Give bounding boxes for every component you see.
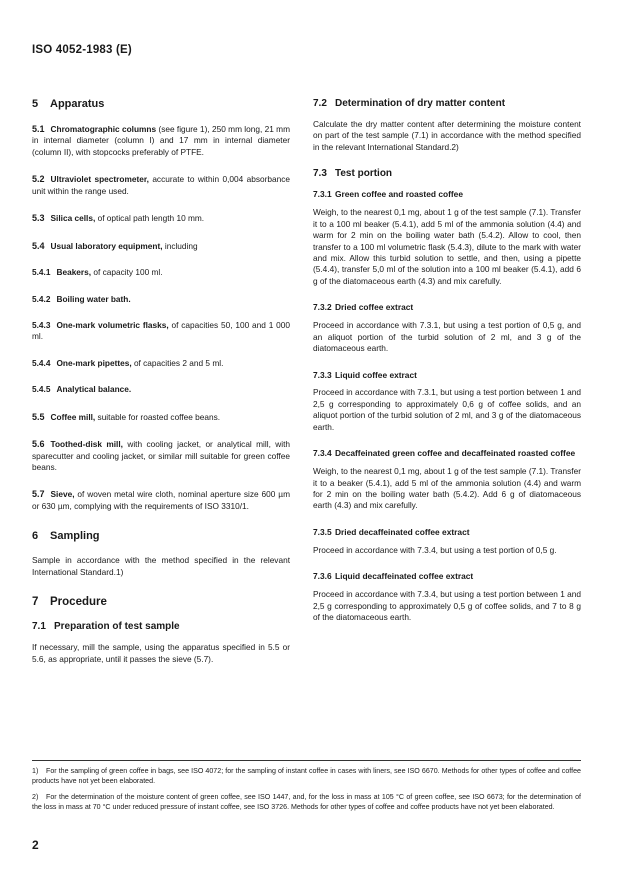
apparatus-item — [32, 384, 290, 395]
item-title: Usual laboratory equipment, — [50, 240, 163, 251]
left-column — [32, 98, 290, 680]
page-header: ISO 4052-1983 (E) — [32, 44, 132, 56]
clause-heading — [313, 571, 581, 582]
item-text: of capacities 2 and 5 ml. — [133, 357, 224, 368]
footnote-text: For the determination of the moisture content of green coffee, see ISO 1447, and, for the loss in mass at 105 °C of green coffee, see ISO 6673; for the determination of the loss in mass at 70 °C under reduced pressure of instant coffee, see ISO 3726. Methods for other types of coffee and coffee products have not yet been elaborated. — [32, 793, 581, 812]
clause-text: Proceed in accordance with 7.3.1, but using a test portion of 0,5 g, and an aliquot portion of the turbid solution of 2 ml, and 3 g of the diatomaceous earth. — [313, 320, 581, 354]
clause-number: 7.3.3 — [313, 369, 332, 380]
subsection-title: Test portion — [335, 168, 393, 180]
clause-text: Weigh, to the nearest 0,1 mg, about 1 g of the test sample (7.1). Transfer it to a beaker (5.4.1), add 5 ml of the ammonia solution (4.4) and warm for 2 min on the boiling water bath (5.4.2). Add 6 g of diatomaceous earth (4.3) and mix carefully. — [313, 466, 581, 511]
clause-title: Dried coffee extract — [335, 302, 414, 313]
item-title: Ultraviolet spectrometer, — [50, 174, 149, 185]
clause-title: Green coffee and roasted coffee — [335, 189, 463, 200]
right-column — [313, 98, 581, 638]
item-number: 5.6 — [32, 439, 45, 450]
clause-heading — [313, 302, 581, 313]
item-text: including — [164, 240, 198, 251]
subsection-title: Preparation of test sample — [54, 621, 180, 633]
apparatus-item — [32, 212, 290, 224]
clause-title: Dried decaffeinated coffee extract — [335, 526, 470, 537]
section-title: Apparatus — [50, 98, 105, 110]
item-title: Coffee mill, — [50, 411, 96, 422]
item-text: accurate to within 0,004 absorbance unit within the range used. — [32, 174, 290, 196]
item-number: 5.4.4 — [32, 357, 51, 368]
clause-text: Weigh, to the nearest 0,1 mg, about 1 g of the test sample (7.1). Transfer it to a 100 ml beaker (5.4.1), add 5 ml of the ammonia solution (4.4) and warm for 2 min on the boiling water bath (5.4.2). Allow to cool, then transfer to a 100 ml volumetric flask (5.4.3), dilute to the mark with water and mix. Allow this turbid solution to settle, and then, using a pipette (5.4.4), transfer 5,0 ml of the solution into a 100 ml beaker (5.4.1), add 6 g of the diatomaceous earth (4.3) and mix carefully. — [313, 207, 581, 286]
clause-number: 7.3.1 — [313, 189, 332, 200]
subsection-number: 7.1 — [32, 621, 46, 633]
item-number: 5.7 — [32, 489, 45, 500]
subsection-heading-7-1 — [32, 621, 290, 632]
item-text: of capacities 50, 100 and 1 000 ml. — [32, 319, 291, 342]
clause-number: 7.3.2 — [313, 302, 332, 313]
clause-number: 7.3.4 — [313, 448, 332, 459]
item-title: Beakers, — [56, 267, 92, 278]
item-text: of woven metal wire cloth, nominal aperture size 600 µm or 630 µm, complying with the requirements of ISO 3310/1. — [32, 489, 290, 511]
clause-heading — [313, 189, 581, 200]
footnote-text: For the sampling of green coffee in bags, see ISO 4072; for the sampling of instant coffee in cases with liners, see ISO 6670. Methods for other types of coffee and coffee products have not yet been elaborated. — [32, 767, 581, 786]
clause-text: Proceed in accordance with 7.3.1, but using a test portion between 1 and 2,5 g corresponding to approximately 0,6 g of coffee solids, and an aliquot portion of the turbid solution of 2 ml, and 3 g of the diatomaceous earth. — [313, 387, 581, 432]
item-title: Chromatographic columns — [50, 124, 157, 134]
page-number: 2 — [32, 838, 39, 852]
item-number: 5.4.3 — [32, 319, 51, 330]
item-number: 5.4.5 — [32, 384, 51, 395]
footnote-mark: 2) — [32, 793, 39, 802]
apparatus-item — [32, 173, 290, 197]
subsection-heading-7-2 — [313, 98, 581, 109]
item-number: 5.4 — [32, 240, 45, 251]
clause-title: Decaffeinated green coffee and decaffeinated roasted coffee — [335, 448, 576, 459]
item-title: One-mark pipettes, — [56, 357, 132, 368]
apparatus-item — [32, 267, 290, 278]
item-number: 5.4.1 — [32, 267, 51, 278]
footnote — [32, 792, 581, 812]
section-title: Procedure — [50, 596, 107, 609]
item-title: Toothed-disk mill, — [50, 439, 123, 450]
footnote — [32, 766, 581, 786]
item-text: (see figure 1), 250 mm long, 21 mm in internal diameter (column I) and 17 mm in internal diameter (column II), with stopcocks preferably of PTFE. — [32, 124, 290, 157]
clause-text: Proceed in accordance with 7.3.4, but using a test portion between 1 and 2,5 g corresponding to approximately 0,5 g of coffee solids, and 7 to 8 g of the diatomaceous earth. — [313, 589, 581, 623]
item-title: Silica cells, — [50, 213, 96, 224]
section-number: 7 — [32, 596, 39, 609]
clause-heading — [313, 370, 581, 381]
apparatus-item — [32, 488, 290, 512]
item-title: Analytical balance. — [56, 384, 132, 395]
item-number: 5.4.2 — [32, 293, 51, 304]
apparatus-item — [32, 294, 290, 305]
footnote-mark: 1) — [32, 767, 39, 775]
item-number: 5.5 — [32, 411, 45, 422]
section-number: 6 — [32, 530, 39, 543]
sampling-text: Sample in accordance with the method specified in the relevant International Standard.1) — [32, 555, 290, 577]
section-number: 5 — [32, 98, 39, 110]
dry-matter-text: Calculate the dry matter content after determining the moisture content on part of the test sample (7.1) in accordance with the method specified in the relevant International Standard.2) — [313, 119, 581, 152]
apparatus-item — [32, 123, 290, 158]
item-text: with cooling jacket, or analytical mill, with sparecutter and cooling jacket, or similar mill suitable for green coffee beans. — [32, 439, 291, 472]
item-text: of optical path length 10 mm. — [97, 213, 205, 224]
item-number: 5.3 — [32, 213, 45, 224]
clause-text: Proceed in accordance with 7.3.4, but using a test portion of 0,5 g. — [313, 544, 557, 555]
apparatus-item — [32, 240, 290, 252]
clause-number: 7.3.6 — [313, 571, 332, 582]
section-heading-sampling — [32, 530, 290, 542]
section-heading-apparatus — [32, 98, 290, 110]
subsection-number: 7.2 — [313, 98, 327, 109]
item-title: Boiling water bath. — [56, 293, 131, 304]
footnotes — [32, 766, 581, 818]
clause-heading — [313, 527, 581, 538]
clause-heading — [313, 448, 581, 459]
preparation-text: If necessary, mill the sample, using the apparatus specified in 5.5 or 5.6, as appropriate, until it passes the sieve (5.7). — [32, 642, 290, 664]
section-heading-procedure — [32, 596, 290, 608]
subsection-heading-7-3 — [313, 168, 581, 179]
subsection-title: Determination of dry matter content — [335, 98, 506, 109]
item-text: suitable for roasted coffee beans. — [97, 411, 221, 422]
item-number: 5.1 — [32, 124, 45, 134]
item-number: 5.2 — [32, 174, 45, 185]
item-title: Sieve, — [50, 489, 75, 500]
apparatus-item — [32, 411, 290, 423]
footnote-divider — [32, 760, 581, 761]
clause-number: 7.3.5 — [313, 526, 332, 537]
apparatus-item — [32, 438, 290, 473]
clause-title: Liquid decaffeinated coffee extract — [335, 571, 474, 582]
apparatus-item — [32, 320, 290, 343]
subsection-number: 7.3 — [313, 168, 327, 180]
item-text: of capacity 100 ml. — [93, 267, 163, 278]
apparatus-item — [32, 358, 290, 369]
section-title: Sampling — [50, 530, 100, 543]
item-title: One-mark volumetric flasks, — [56, 319, 169, 330]
clause-title: Liquid coffee extract — [335, 369, 417, 380]
